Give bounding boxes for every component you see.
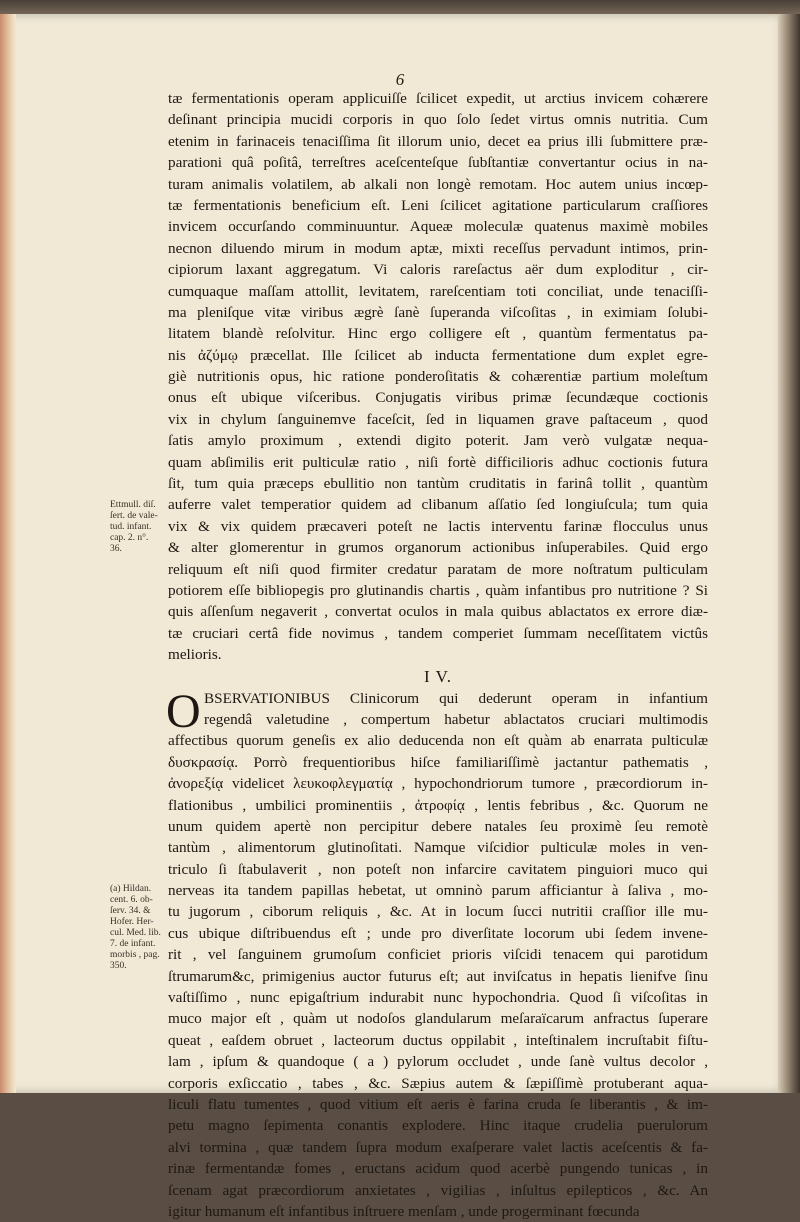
text-line: petu magno ſepimenta conantis explodere. Hinc itaque crudelia puerulorum bbox=[168, 1117, 708, 1135]
text-line: cus ubique diſtribuendus eſt ; unde pro diverſitate locorum ubi ſedem invene- bbox=[168, 924, 708, 942]
text-line: tantùm , alimentorum glutinoſitati. Namque viſcidior pulticulæ moles in ven- bbox=[168, 839, 708, 857]
text-line: melioris. bbox=[168, 646, 222, 664]
text-line: reliquum eſt niſi quod firmiter credatur paratam de more noſtratum pulticulam bbox=[168, 560, 708, 578]
text-line: regendâ valetudine , compertum habetur ablactatos cruciari multimodis bbox=[204, 710, 708, 728]
text-line: nis ἀζύμῳ præcellat. Ille ſcilicet ab inducta fermentatione dum explet egre- bbox=[168, 346, 708, 364]
text-line: cumquaque maſſam attollit, levitatem, rareſcentiam toti conciliat, unde tenaciſſi- bbox=[168, 282, 708, 300]
section-heading: I V. bbox=[424, 666, 452, 686]
text-line: quis aſſenſum negaverit , convertat oculos in mala quibus ablactatos ex errore diæ- bbox=[168, 603, 708, 621]
text-line: necnon diluendo mirum in modum aptæ, mixti receſſus pervadunt intimos, prin- bbox=[168, 239, 708, 257]
margin-note-line: 36. bbox=[110, 544, 122, 554]
text-line: rinæ fermentandæ fomes , eructans acidum quod acerbè pungendo tunicas , in bbox=[168, 1160, 708, 1178]
margin-note-line: cent. 6. ob- bbox=[110, 895, 153, 905]
text-line: lam , ipſum & quandoque ( a ) pylorum occludet , unde ſanè vultus decolor , bbox=[168, 1053, 708, 1071]
text-line: parationi quâ poſitâ, terreſtres aceſcenteſque ſubſtantiæ convertantur ocius in na- bbox=[168, 154, 708, 172]
page-number: 6 bbox=[395, 70, 405, 89]
margin-note-hildan bbox=[110, 884, 168, 972]
text-line: vix & vix quidem præcaveri poteſt ne lactis interventu farinæ flocculus unus bbox=[168, 517, 708, 535]
margin-note-line: ſert. de vale- bbox=[110, 511, 158, 521]
text-line: ſit, tum quia præceps ebullitio non tantùm cruditatis in farinâ tollit , quantùm bbox=[168, 475, 708, 493]
drop-cap: O bbox=[166, 684, 201, 738]
text-line: vaſtiſſimo , nunc epigaſtrium indurabit nunc hypochondria. Quod ſi viſcoſitas in bbox=[168, 989, 708, 1007]
text-line: tæ fermentationis operam applicuiſſe ſcilicet expedit, ut arctius invicem cohærere bbox=[168, 90, 708, 107]
text-line: tæ fermentationis beneficium eſt. Leni ſcilicet agitatione particularum craſſiores bbox=[168, 196, 708, 214]
text-line: etenim in farinaceis tenaciſſima ſit illorum unio, decet ea prius illi ſubmittere præ- bbox=[168, 132, 708, 150]
text-line: flationibus , umbilici prominentiis , ἀτροφίᾳ , lentis febribus , &c. Quorum ne bbox=[168, 796, 708, 814]
text-line: alvi tormina , quæ tandem ſupra modum exaſperare valet lactis aceſcentis & fa- bbox=[168, 1138, 708, 1156]
margin-note-line: 350. bbox=[110, 961, 127, 971]
text-line: tu jugorum , ciborum reliquis , &c. At in locum ſucci nutritii craſſior ille mu- bbox=[168, 903, 708, 921]
margin-note-line: morbis , pag. bbox=[110, 950, 160, 960]
text-line: onus eſt ubique viſceribus. Conjugatis viribus primæ ſecundæque coctionis bbox=[168, 389, 708, 407]
text-line: igitur humanum eſt infantibus inſtruere menſam , unde progerminant fœcunda bbox=[168, 1202, 640, 1220]
text-line: BSERVATIONIBUS Clinicorum qui dederunt operam in infantium bbox=[204, 689, 708, 707]
margin-note-line: cap. 2. n°. bbox=[110, 533, 149, 543]
text-line: tæ cruciari certâ fide novimus , tandem comperiet ſummam neceſſitatem victûs bbox=[168, 624, 708, 642]
text-line: corporis exſiccatio , tabes , &c. Sæpius autem & ſæpiſſimè protuberant aqua- bbox=[168, 1074, 708, 1092]
text-line: potiorem eſſe bibliopegis pro glutinandis chartis , quàm infantibus pro nutritione ? Si bbox=[168, 581, 708, 599]
margin-note-line: 7. de infant. bbox=[110, 939, 156, 949]
text-line: & alter glomerentur in grumos organorum actionibus inſuperabiles. Quid ergo bbox=[168, 539, 708, 557]
margin-note-line: tud. infant. bbox=[110, 522, 152, 532]
text-line: deſinant principia mucidi corporis in quo ſolo ſedet virtus omnis nutritia. Cum bbox=[168, 111, 708, 129]
margin-note-line: Ettmull. diſ. bbox=[110, 500, 156, 510]
margin-note-line: (a) Hildan. bbox=[110, 884, 152, 894]
text-line: quam abſimilis erit pulticulæ ratio , niſi fortè difficilioris adhuc coctionis futura bbox=[168, 453, 708, 471]
text-line: rit , vel ſanguinem grumoſum conficiet prioris viſcidi tenacem qui parotidum bbox=[168, 946, 708, 964]
text-line: affectibus quorum geneſis ex alio deducenda non eſt quàm ab enarrata pulticulæ bbox=[168, 732, 708, 750]
text-line: giè nutritionis opus, hic ratione ponderoſitatis & cohærentiæ partium moleſtum bbox=[168, 368, 708, 386]
text-line: liculi flatu tumentes , quod vitium eſt aeris è farina cruda ſe liberantis , & im- bbox=[168, 1095, 708, 1113]
text-line: ma pleniſque vitæ viribus ægrè ſanè ſuperanda viſcoſitas , in eximiam ſolubi- bbox=[168, 303, 708, 321]
page-left-edge bbox=[0, 14, 16, 1093]
text-line: queat , eaſdem obruet , lacteorum ductus oppilabit , inteſtinalem incruſtabit fiſtu- bbox=[168, 1031, 708, 1049]
page-gutter-shadow bbox=[778, 14, 800, 1093]
text-line: ἀνορεξίᾳ videlicet λευκοφλεγματίᾳ , hypochondriorum tumore , præcordiorum in- bbox=[168, 775, 708, 793]
text-line: ſtrumarum&c, primigenius auctor futurus eſt; aut inviſcatus in hepatis lienifve ſinu bbox=[168, 967, 708, 985]
margin-note-line: cul. Med. lib. bbox=[110, 928, 161, 938]
text-line: ſcenam agat præcordiorum anxietates , vigilias , inſultus epilepticos , &c. An bbox=[168, 1181, 708, 1199]
text-line: invicem occurſando comminuuntur. Aqueæ moleculæ quatenus maximè mobiles bbox=[168, 218, 708, 236]
margin-note-line: ſerv. 34. & bbox=[110, 906, 151, 916]
margin-note-ettmuller bbox=[110, 500, 168, 555]
text-line: litatem blandè reſolvitur. Hinc ergo colligere eſt , quantùm fermentatus pa- bbox=[168, 325, 708, 343]
text-line: triculo ſi ſtabulaverit , non poteſt non infarcire cavitatem pinguiori muco qui bbox=[168, 860, 708, 878]
text-line: auferre valet temperatior quidem ad clibanum aſſatio ſed longiuſcula; tum quia bbox=[168, 496, 708, 514]
text-line: nerveas ita tandem papillas hebetat, ut omninò parum afficiantur à ſaliva , mo- bbox=[168, 882, 708, 900]
text-line: unum quidem apertè non percipitur debere natales ſeu proximè ſeu remotè bbox=[168, 817, 708, 835]
paragraph-2 bbox=[166, 684, 708, 1222]
text-line: ſatis amylo proximum , extendi digito poterit. Jam verò vulgatæ nequa- bbox=[168, 432, 708, 450]
main-text-block bbox=[168, 88, 708, 1222]
text-line: vix in chylum ſanguinemve faceſcit, ſed in liquamen grave paſtaceum , quod bbox=[168, 410, 708, 428]
text-line: turam animalis volatilem, ab alkali non longè remotam. Hoc autem unius incœp- bbox=[168, 175, 708, 193]
text-line: cipiorum laxant aggregatum. Vi caloris rareſactus aër dum exploditur , cir- bbox=[168, 261, 708, 279]
text-line: muco major eſt , quàm ut nodoſos glandularum meſaraïcarum anfractus ſuperare bbox=[168, 1010, 708, 1028]
text-line: δυσκρασίᾳ. Porrò frequentioribus hiſce familiariſſimè jactantur pathematis , bbox=[168, 753, 708, 771]
paragraph-1 bbox=[168, 88, 708, 666]
margin-note-line: Hofer. Her- bbox=[110, 917, 154, 927]
